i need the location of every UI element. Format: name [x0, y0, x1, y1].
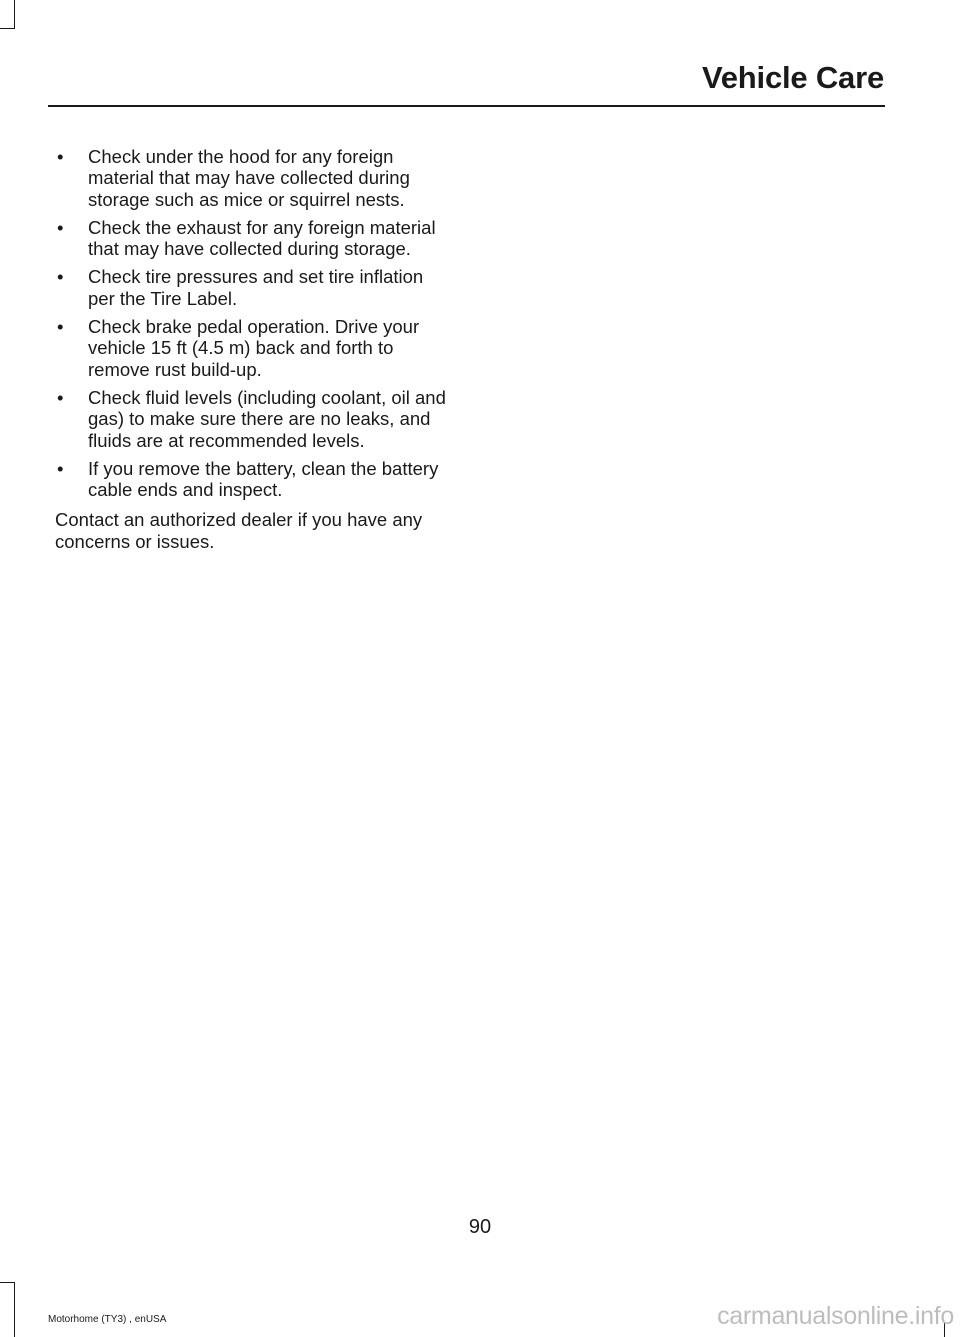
- list-item: [55, 387, 450, 451]
- crop-mark: [14, 0, 15, 28]
- list-item-text: Check under the hood for any foreign material that may have collected during storage such as mice or squirrel nests.: [88, 146, 410, 210]
- closing-paragraph: Contact an authorized dealer if you have any concerns or issues.: [55, 509, 423, 552]
- page-number: 90: [468, 1216, 492, 1238]
- bullet-icon: •: [57, 457, 64, 479]
- bullet-icon: •: [57, 316, 64, 338]
- bullet-icon: •: [57, 386, 64, 408]
- watermark: carmanualsonline.info: [717, 1302, 954, 1330]
- bullet-icon: •: [57, 266, 64, 288]
- list-item-text: If you remove the battery, clean the battery cable ends and inspect.: [88, 457, 439, 501]
- checklist: [55, 146, 450, 500]
- bullet-icon: •: [57, 146, 64, 167]
- crop-mark: [14, 1282, 15, 1337]
- list-item: [55, 146, 450, 210]
- list-item: [55, 266, 450, 309]
- crop-mark: [0, 28, 15, 29]
- list-item-text: Check tire pressures and set tire inflation per the Tire Label.: [88, 266, 424, 309]
- footer-model-info: Motorhome (TY3) , enUSA: [48, 1314, 167, 1325]
- header-divider: [48, 105, 885, 107]
- bullet-icon: •: [57, 216, 64, 238]
- list-item-text: Check brake pedal operation. Drive your vehicle 15 ft (4.5 m) back and forth to remove rust build-up.: [88, 316, 420, 380]
- list-item: [55, 316, 450, 380]
- page-body: [55, 146, 450, 552]
- list-item: [55, 458, 450, 501]
- list-item: [55, 217, 450, 260]
- crop-mark: [0, 1282, 15, 1283]
- list-item-text: Check fluid levels (including coolant, oil and gas) to make sure there are no leaks, and fluids are at recommended levels.: [88, 386, 446, 451]
- section-title: Vehicle Care: [702, 60, 884, 95]
- list-item-text: Check the exhaust for any foreign material that may have collected during storage.: [88, 216, 436, 260]
